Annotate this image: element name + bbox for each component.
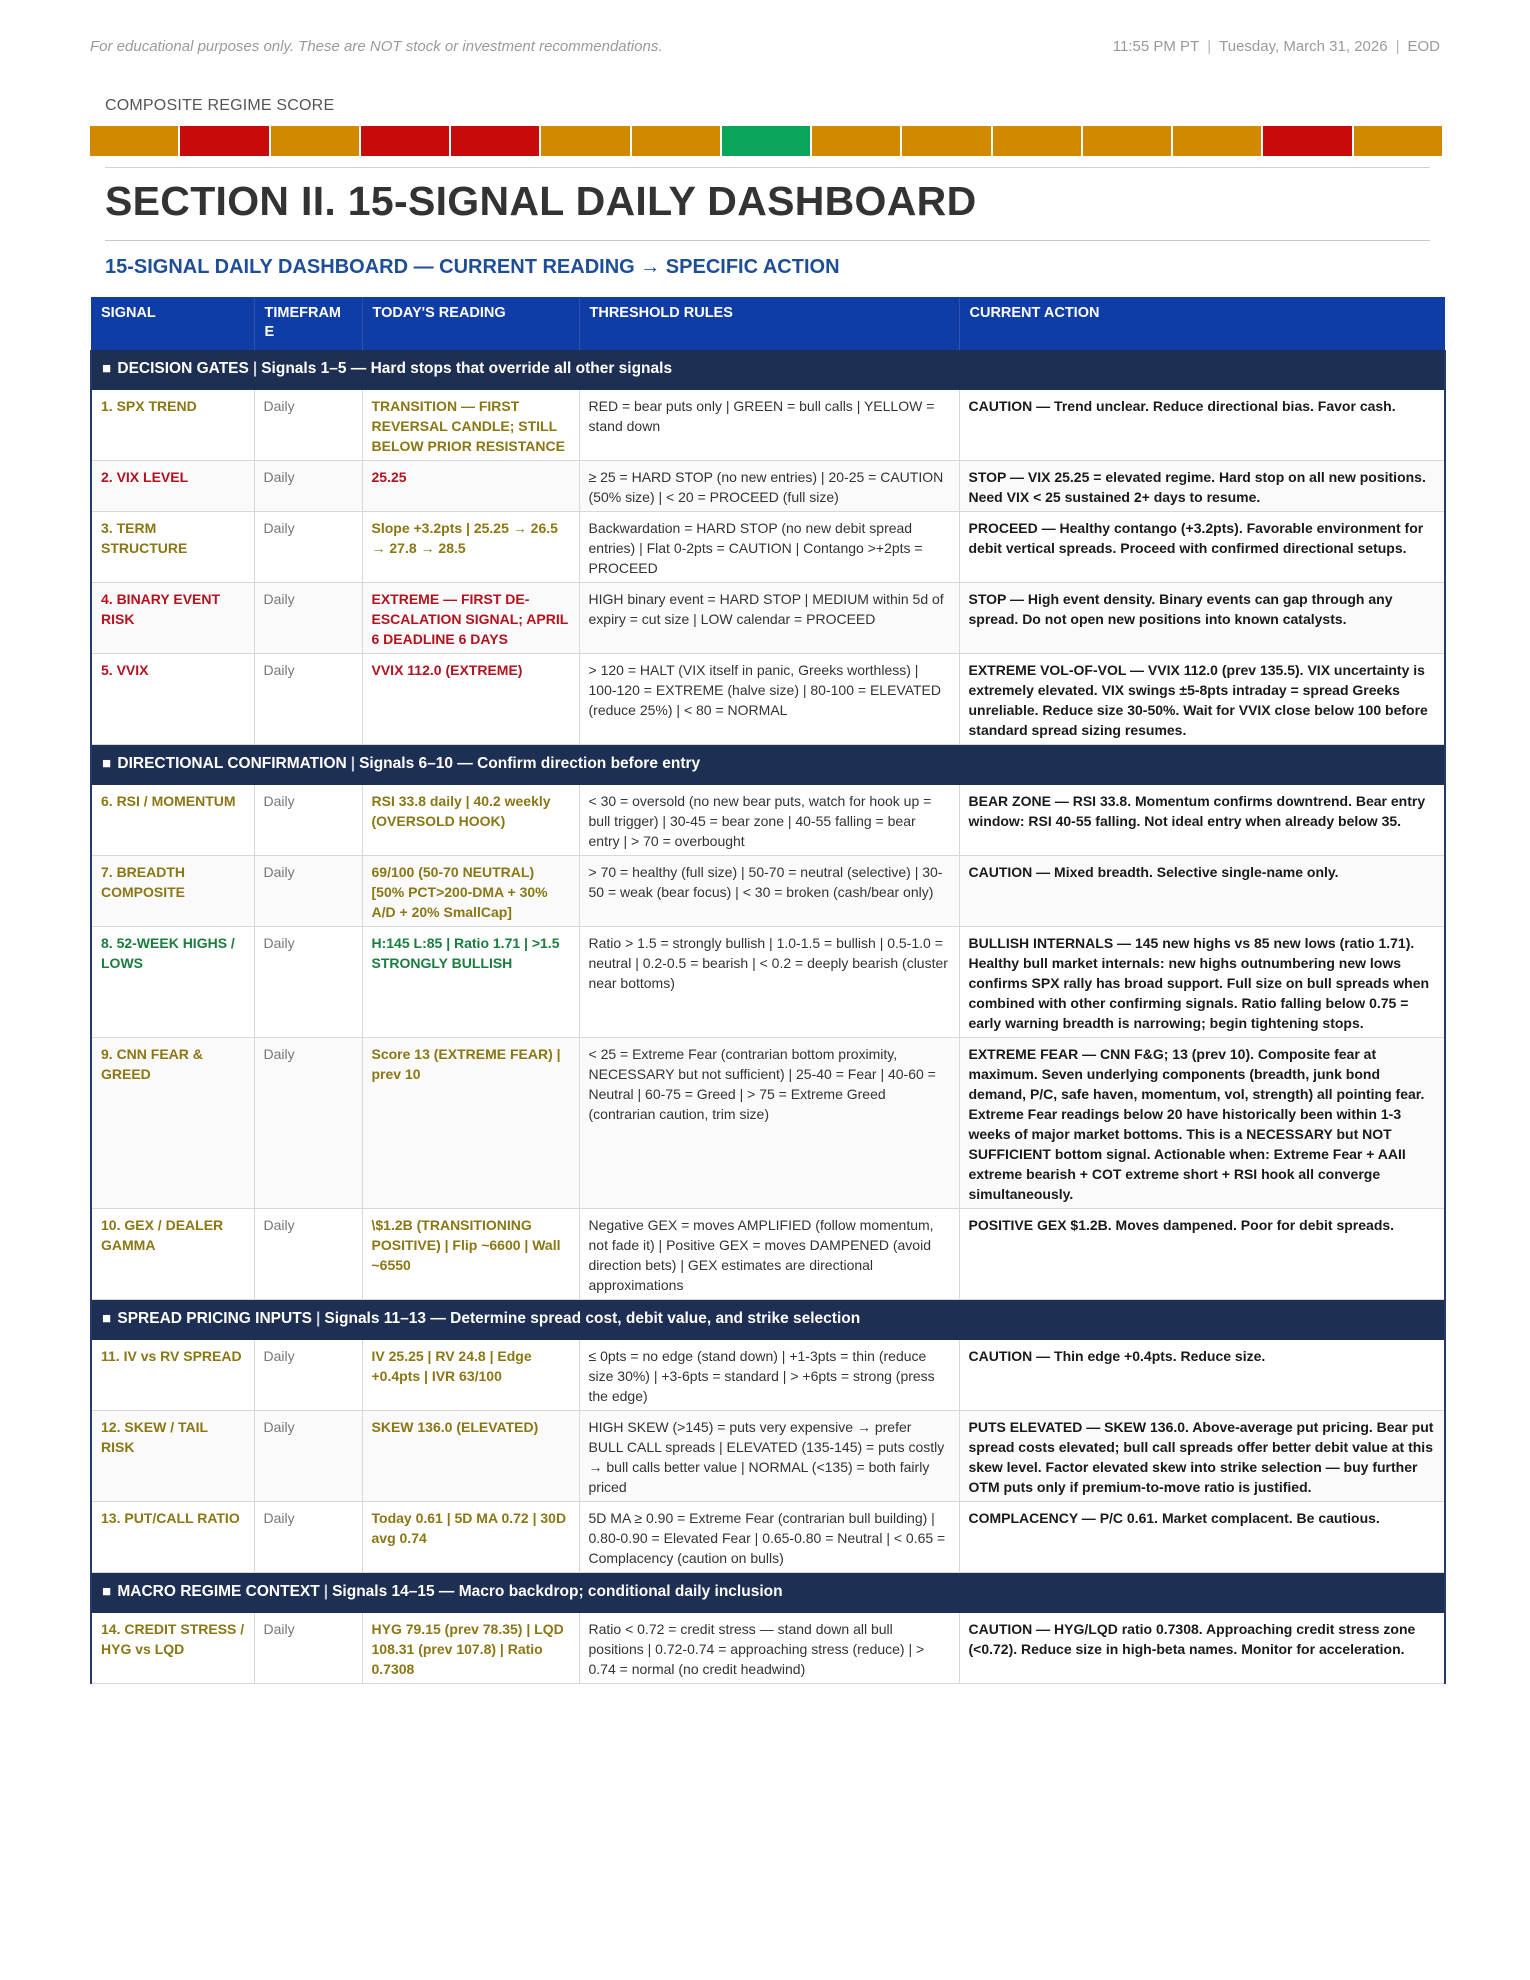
signal-timeframe: Daily: [254, 1038, 362, 1209]
disclaimer: For educational purposes only. These are NOT stock or investment recommendations.: [90, 38, 663, 55]
composite-regime-bar: [90, 126, 1442, 156]
threshold-rules: HIGH SKEW (>145) = puts very expensive → prefer BULL CALL spreads | ELEVATED (135-145) = puts costly → bull calls better value | NORMAL (<135) = both fairly priced: [579, 1411, 959, 1502]
regime-segment: [541, 126, 629, 156]
regime-segment: [1263, 126, 1351, 156]
table-row: [91, 512, 1445, 583]
regime-segment: [632, 126, 720, 156]
regime-label: COMPOSITE REGIME SCORE: [105, 97, 335, 114]
square-marker-icon: ■: [102, 755, 112, 772]
current-action: CAUTION — HYG/LQD ratio 0.7308. Approaching credit stress zone (<0.72). Reduce size in high-beta names. Monitor for acceleration.: [959, 1613, 1445, 1684]
signal-name: 14. CREDIT STRESS / HYG vs LQD: [91, 1613, 254, 1684]
threshold-rules: Ratio < 0.72 = credit stress — stand down all bull positions | 0.72-0.74 = approaching stress (reduce) | > 0.74 = normal (no credit headwind): [579, 1613, 959, 1684]
signal-reading: EXTREME — FIRST DE-ESCALATION SIGNAL; APRIL 6 DEADLINE 6 DAYS: [362, 583, 579, 654]
regime-segment: [361, 126, 449, 156]
regime-segment: [722, 126, 810, 156]
table-row: [91, 1038, 1445, 1209]
threshold-rules: Negative GEX = moves AMPLIFIED (follow momentum, not fade it) | Positive GEX = moves DAMPENED (avoid direction bets) | GEX estimates are directional approximations: [579, 1209, 959, 1300]
signal-timeframe: Daily: [254, 1502, 362, 1573]
signal-timeframe: Daily: [254, 512, 362, 583]
col-header-action: CURRENT ACTION: [959, 297, 1445, 350]
signal-timeframe: Daily: [254, 461, 362, 512]
signal-name: 13. PUT/CALL RATIO: [91, 1502, 254, 1573]
square-marker-icon: ■: [102, 1310, 112, 1327]
current-action: CAUTION — Mixed breadth. Selective single-name only.: [959, 856, 1445, 927]
regime-segment: [993, 126, 1081, 156]
threshold-rules: RED = bear puts only | GREEN = bull calls | YELLOW = stand down: [579, 390, 959, 461]
table-row: [91, 583, 1445, 654]
table-row: [91, 1613, 1445, 1684]
report-date: Tuesday, March 31, 2026: [1219, 38, 1388, 55]
current-action: STOP — High event density. Binary events can gap through any spread. Do not open new positions into known catalysts.: [959, 583, 1445, 654]
signal-timeframe: Daily: [254, 583, 362, 654]
signal-reading: HYG 79.15 (prev 78.35) | LQD 108.31 (prev 107.8) | Ratio 0.7308: [362, 1613, 579, 1684]
divider: [105, 240, 1430, 241]
table-row: [91, 785, 1445, 856]
signal-name: 4. BINARY EVENT RISK: [91, 583, 254, 654]
threshold-rules: > 70 = healthy (full size) | 50-70 = neutral (selective) | 30-50 = weak (bear focus) | < 30 = broken (cash/bear only): [579, 856, 959, 927]
threshold-rules: ≥ 25 = HARD STOP (no new entries) | 20-25 = CAUTION (50% size) | < 20 = PROCEED (full size): [579, 461, 959, 512]
signal-name: 10. GEX / DEALER GAMMA: [91, 1209, 254, 1300]
current-action: CAUTION — Thin edge +0.4pts. Reduce size.: [959, 1340, 1445, 1411]
signal-reading: SKEW 136.0 (ELEVATED): [362, 1411, 579, 1502]
group-description: Signals 6–10 — Confirm direction before entry: [359, 755, 701, 772]
signal-name: 7. BREADTH COMPOSITE: [91, 856, 254, 927]
regime-segment: [1173, 126, 1261, 156]
table-row: [91, 927, 1445, 1038]
table-row: [91, 654, 1445, 745]
signal-name: 6. RSI / MOMENTUM: [91, 785, 254, 856]
current-action: EXTREME FEAR — CNN F&G; 13 (prev 10). Composite fear at maximum. Seven underlying components (breadth, junk bond demand, P/C, safe haven, momentum, vol, strength) all pointing fear. Extreme Fear readings below 20 have historically been within 1-3 weeks of major market bottoms. This is a NECESSARY but NOT SUFFICIENT bottom signal. Actionable when: Extreme Fear + AAII extreme bearish + COT extreme short + RSI hook all converge simultaneously.: [959, 1038, 1445, 1209]
signal-timeframe: Daily: [254, 927, 362, 1038]
threshold-rules: ≤ 0pts = no edge (stand down) | +1-3pts = thin (reduce size 30%) | +3-6pts = standard | > +6pts = strong (press the edge): [579, 1340, 959, 1411]
signal-name: 2. VIX LEVEL: [91, 461, 254, 512]
col-header-timeframe: TIMEFRAM E: [254, 297, 362, 350]
signal-reading: Slope +3.2pts | 25.25 → 26.5 → 27.8 → 28.5: [362, 512, 579, 583]
signal-timeframe: Daily: [254, 1340, 362, 1411]
signal-name: 5. VVIX: [91, 654, 254, 745]
current-action: CAUTION — Trend unclear. Reduce directional bias. Favor cash.: [959, 390, 1445, 461]
threshold-rules: < 30 = oversold (no new bear puts, watch for hook up = bull trigger) | 30-45 = bear zone | 40-55 falling = bear entry | > 70 = overbought: [579, 785, 959, 856]
signal-reading: IV 25.25 | RV 24.8 | Edge +0.4pts | IVR 63/100: [362, 1340, 579, 1411]
divider: [105, 167, 1430, 168]
regime-segment: [1354, 126, 1442, 156]
regime-segment: [1083, 126, 1171, 156]
signal-reading: RSI 33.8 daily | 40.2 weekly (OVERSOLD HOOK): [362, 785, 579, 856]
regime-segment: [90, 126, 178, 156]
threshold-rules: Backwardation = HARD STOP (no new debit spread entries) | Flat 0-2pts = CAUTION | Contango >+2pts = PROCEED: [579, 512, 959, 583]
col-header-threshold: THRESHOLD RULES: [579, 297, 959, 350]
current-action: PUTS ELEVATED — SKEW 136.0. Above-average put pricing. Bear put spread costs elevated; bull call spreads offer better debit value at this skew level. Factor elevated skew into strike selection — buy further OTM puts only if premium-to-move ratio is justified.: [959, 1411, 1445, 1502]
group-name: DECISION GATES: [117, 360, 249, 377]
table-body: [91, 350, 1445, 1684]
signal-name: 12. SKEW / TAIL RISK: [91, 1411, 254, 1502]
regime-segment: [180, 126, 268, 156]
group-description: Signals 11–13 — Determine spread cost, debit value, and strike selection: [324, 1310, 861, 1327]
current-action: BEAR ZONE — RSI 33.8. Momentum confirms downtrend. Bear entry window: RSI 40-55 falling. Not ideal entry when already below 35.: [959, 785, 1445, 856]
threshold-rules: Ratio > 1.5 = strongly bullish | 1.0-1.5 = bullish | 0.5-1.0 = neutral | 0.2-0.5 = bearish | < 0.2 = deeply bearish (cluster near bottoms): [579, 927, 959, 1038]
section-title: SECTION II. 15-SIGNAL DAILY DASHBOARD: [105, 178, 977, 224]
dashboard-subtitle: 15-SIGNAL DAILY DASHBOARD — CURRENT READING → SPECIFIC ACTION: [105, 256, 840, 278]
group-description: Signals 1–5 — Hard stops that override all other signals: [261, 360, 673, 377]
report-session: EOD: [1407, 38, 1440, 55]
group-header-row: ■ SPREAD PRICING INPUTS | Signals 11–13 — Determine spread cost, debit value, and strike selection: [91, 1300, 1445, 1341]
threshold-rules: < 25 = Extreme Fear (contrarian bottom proximity, NECESSARY but not sufficient) | 25-40 = Fear | 40-60 = Neutral | 60-75 = Greed | > 75 = Extreme Greed (contrarian caution, trim size): [579, 1038, 959, 1209]
threshold-rules: HIGH binary event = HARD STOP | MEDIUM within 5d of expiry = cut size | LOW calendar = PROCEED: [579, 583, 959, 654]
table-row: [91, 1209, 1445, 1300]
current-action: BULLISH INTERNALS — 145 new highs vs 85 new lows (ratio 1.71). Healthy bull market internals: new highs outnumbering new lows confirms SPX rally has broad support. Full size on bull spreads when combined with other confirming signals. Ratio falling below 0.75 = early warning breadth is narrowing; begin tightening stops.: [959, 927, 1445, 1038]
group-header-row: ■ DECISION GATES | Signals 1–5 — Hard stops that override all other signals: [91, 350, 1445, 390]
signal-timeframe: Daily: [254, 785, 362, 856]
table-row: [91, 390, 1445, 461]
current-action: PROCEED — Healthy contango (+3.2pts). Favorable environment for debit vertical spreads. Proceed with confirmed directional setups.: [959, 512, 1445, 583]
signal-timeframe: Daily: [254, 1411, 362, 1502]
threshold-rules: > 120 = HALT (VIX itself in panic, Greeks worthless) | 100-120 = EXTREME (halve size) | 80-100 = ELEVATED (reduce 25%) | < 80 = NORMAL: [579, 654, 959, 745]
signal-reading: 25.25: [362, 461, 579, 512]
signal-reading: VVIX 112.0 (EXTREME): [362, 654, 579, 745]
square-marker-icon: ■: [102, 360, 112, 377]
table-row: [91, 1340, 1445, 1411]
threshold-rules: 5D MA ≥ 0.90 = Extreme Fear (contrarian bull building) | 0.80-0.90 = Elevated Fear | 0.65-0.80 = Neutral | < 0.65 = Complacency (caution on bulls): [579, 1502, 959, 1573]
regime-segment: [451, 126, 539, 156]
current-action: STOP — VIX 25.25 = elevated regime. Hard stop on all new positions. Need VIX < 25 sustained 2+ days to resume.: [959, 461, 1445, 512]
table-row: [91, 1411, 1445, 1502]
regime-segment: [902, 126, 990, 156]
group-header-row: ■ MACRO REGIME CONTEXT | Signals 14–15 — Macro backdrop; conditional daily inclusion: [91, 1573, 1445, 1614]
group-name: SPREAD PRICING INPUTS: [117, 1310, 313, 1327]
signal-reading: \$1.2B (TRANSITIONING POSITIVE) | Flip ~6600 | Wall ~6550: [362, 1209, 579, 1300]
page-header: [90, 38, 1440, 60]
signal-timeframe: Daily: [254, 1613, 362, 1684]
regime-segment: [812, 126, 900, 156]
signal-dashboard-table: [90, 297, 1446, 1684]
current-action: EXTREME VOL-OF-VOL — VVIX 112.0 (prev 135.5). VIX uncertainty is extremely elevated. VIX swings ±5-8pts intraday = spread Greeks unreliable. Reduce size 30-50%. Wait for VVIX close below 100 before standard spread sizing resumes.: [959, 654, 1445, 745]
signal-timeframe: Daily: [254, 654, 362, 745]
table-row: [91, 856, 1445, 927]
signal-reading: Today 0.61 | 5D MA 0.72 | 30D avg 0.74: [362, 1502, 579, 1573]
signal-name: 8. 52-WEEK HIGHS / LOWS: [91, 927, 254, 1038]
signal-name: 11. IV vs RV SPREAD: [91, 1340, 254, 1411]
signal-name: 3. TERM STRUCTURE: [91, 512, 254, 583]
report-meta: 11:55 PM PT | Tuesday, March 31, 2026 | EOD: [1112, 38, 1440, 55]
current-action: POSITIVE GEX $1.2B. Moves dampened. Poor for debit spreads.: [959, 1209, 1445, 1300]
group-name: MACRO REGIME CONTEXT: [117, 1583, 320, 1600]
square-marker-icon: ■: [102, 1583, 112, 1600]
col-header-reading: TODAY'S READING: [362, 297, 579, 350]
col-header-signal: SIGNAL: [91, 297, 254, 350]
signal-name: 1. SPX TREND: [91, 390, 254, 461]
signal-reading: H:145 L:85 | Ratio 1.71 | >1.5 STRONGLY BULLISH: [362, 927, 579, 1038]
signal-reading: Score 13 (EXTREME FEAR) | prev 10: [362, 1038, 579, 1209]
table-header-row: [91, 297, 1445, 350]
group-name: DIRECTIONAL CONFIRMATION: [117, 755, 347, 772]
signal-timeframe: Daily: [254, 1209, 362, 1300]
signal-timeframe: Daily: [254, 856, 362, 927]
group-header-row: ■ DIRECTIONAL CONFIRMATION | Signals 6–10 — Confirm direction before entry: [91, 745, 1445, 786]
table-row: [91, 461, 1445, 512]
regime-segment: [271, 126, 359, 156]
table-row: [91, 1502, 1445, 1573]
signal-reading: TRANSITION — FIRST REVERSAL CANDLE; STILL BELOW PRIOR RESISTANCE: [362, 390, 579, 461]
signal-name: 9. CNN FEAR & GREED: [91, 1038, 254, 1209]
group-description: Signals 14–15 — Macro backdrop; conditional daily inclusion: [332, 1583, 783, 1600]
report-time: 11:55 PM PT: [1112, 38, 1200, 55]
current-action: COMPLACENCY — P/C 0.61. Market complacent. Be cautious.: [959, 1502, 1445, 1573]
signal-reading: 69/100 (50-70 NEUTRAL) [50% PCT>200-DMA + 30% A/D + 20% SmallCap]: [362, 856, 579, 927]
signal-timeframe: Daily: [254, 390, 362, 461]
